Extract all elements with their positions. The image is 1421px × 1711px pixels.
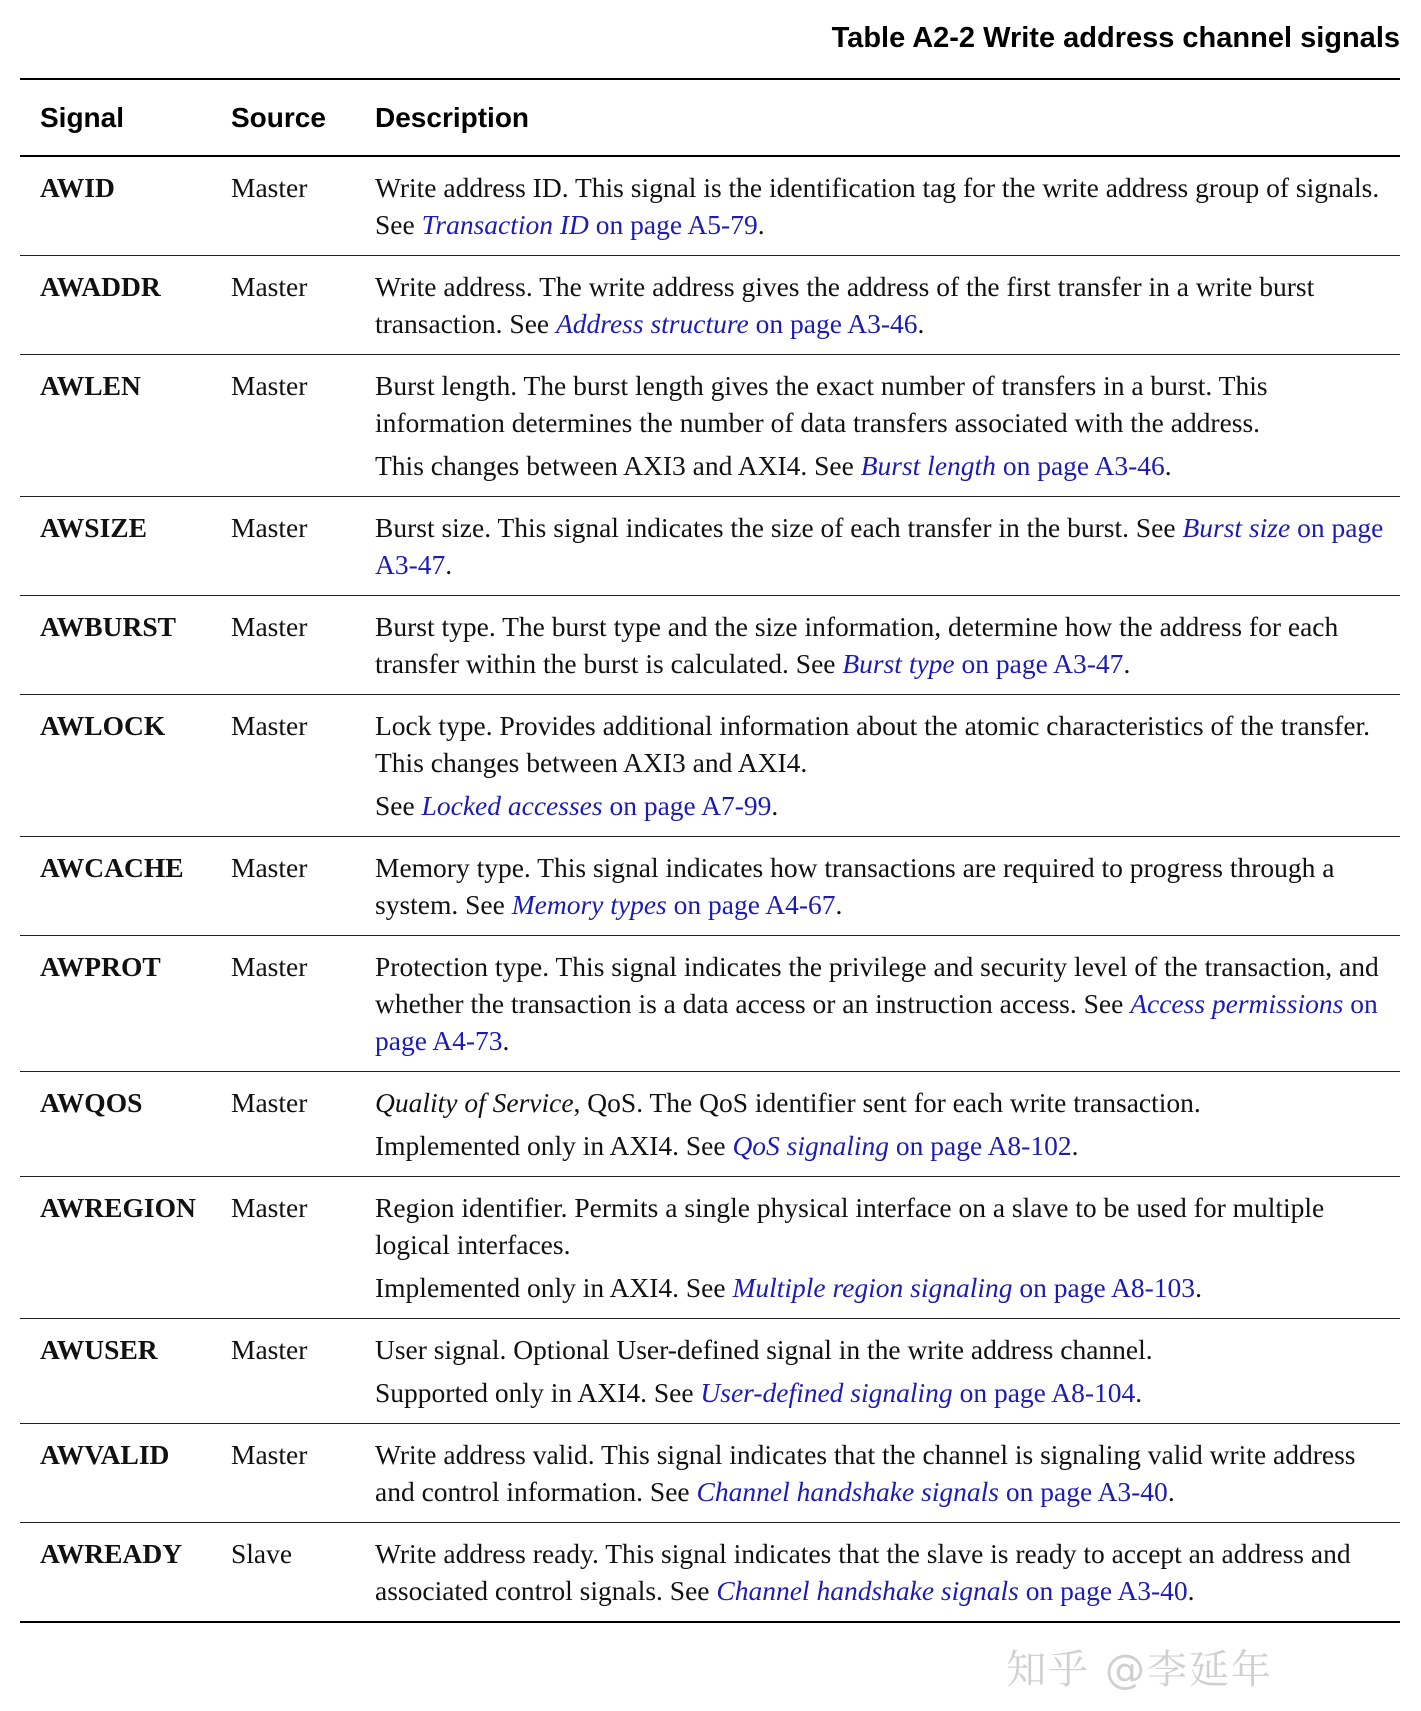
signal-name: AWVALID (20, 1424, 231, 1523)
header-signal: Signal (20, 79, 231, 156)
description-paragraph (375, 447, 1384, 484)
description-text: , QoS. The QoS identifier sent for each write transaction. (573, 1087, 1201, 1118)
cross-reference-link[interactable] (422, 790, 772, 821)
link-page-ref: on page A3-40 (1018, 1575, 1188, 1606)
description-paragraph (375, 169, 1384, 243)
signal-source: Master (231, 936, 375, 1072)
link-page-ref: on page A3-47 (954, 648, 1124, 679)
description-text: Burst type. The burst type and the size information, determine how the address for each transfer within the burst is calculated. See (375, 611, 1339, 679)
description-text: . (445, 549, 453, 580)
link-page-ref: on page A3-46 (748, 308, 918, 339)
description-text: Implemented only in AXI4. See (375, 1272, 733, 1303)
link-title: User-defined signaling (700, 1377, 953, 1408)
cross-reference-link[interactable] (732, 1130, 1071, 1161)
description-text: Write address ID. This signal is the identification tag for the write address group of signals. See (375, 172, 1380, 240)
description-text: . (917, 308, 925, 339)
description-paragraph (375, 1084, 1384, 1121)
link-title: Memory types (511, 889, 667, 920)
table-row (20, 1523, 1400, 1623)
description-paragraph (375, 707, 1384, 781)
cross-reference-link[interactable] (716, 1575, 1187, 1606)
description-paragraph (375, 1535, 1384, 1609)
description-text: Burst length. The burst length gives the exact number of transfers in a burst. This information determines the number of data transfers associated with the address. (375, 370, 1268, 438)
signal-source: Master (231, 156, 375, 256)
table-row (20, 256, 1400, 355)
description-paragraph (375, 1374, 1384, 1411)
description-paragraph (375, 1127, 1384, 1164)
table-row (20, 497, 1400, 596)
description-text: Lock type. Provides additional information about the atomic characteristics of the transfer. This changes between AXI3 and AXI4. (375, 710, 1371, 778)
signal-description (375, 936, 1400, 1072)
link-page-ref: on page A3-40 (999, 1476, 1168, 1507)
signal-description (375, 1523, 1400, 1623)
cross-reference-link[interactable] (732, 1272, 1195, 1303)
signal-name: AWLOCK (20, 695, 231, 837)
description-text: . (1187, 1575, 1195, 1606)
description-text: Write address ready. This signal indicates that the slave is ready to accept an address and associated control signals. See (375, 1538, 1351, 1606)
signal-description (375, 1424, 1400, 1523)
table-row (20, 156, 1400, 256)
link-page-ref: on page A3-47 (375, 512, 1384, 580)
description-paragraph (375, 367, 1384, 441)
cross-reference-link[interactable] (422, 209, 758, 240)
link-title: QoS signaling (732, 1130, 890, 1161)
signal-source: Master (231, 355, 375, 497)
description-text: Supported only in AXI4. See (375, 1377, 701, 1408)
description-paragraph (375, 1331, 1384, 1368)
link-title: Address structure (555, 308, 749, 339)
table-row (20, 1177, 1400, 1319)
description-text: . (835, 889, 843, 920)
signal-description (375, 837, 1400, 936)
table-row (20, 936, 1400, 1072)
description-text: . (1135, 1377, 1143, 1408)
table-row (20, 355, 1400, 497)
signal-source: Master (231, 596, 375, 695)
link-title: Transaction ID (421, 209, 589, 240)
description-text: Write address valid. This signal indicates that the channel is signaling valid write address and control information. See (375, 1439, 1356, 1507)
table-header-row (20, 79, 1400, 156)
document-page (20, 0, 1400, 1623)
cross-reference-link[interactable] (697, 1476, 1168, 1507)
description-paragraph (375, 948, 1384, 1059)
link-title: Burst type (842, 648, 955, 679)
signal-description (375, 596, 1400, 695)
table-caption: Table A2-2 Write address channel signals (831, 22, 1400, 54)
description-text: Write address. The write address gives the address of the first transfer in a write burst transaction. See (375, 271, 1315, 339)
description-paragraph (375, 1269, 1384, 1306)
signal-name: AWSIZE (20, 497, 231, 596)
signal-name: AWQOS (20, 1072, 231, 1177)
description-text: . (1164, 450, 1172, 481)
signal-name: AWCACHE (20, 837, 231, 936)
cross-reference-link[interactable] (842, 648, 1123, 679)
link-page-ref: on page A5-79 (588, 209, 758, 240)
link-page-ref: on page A8-102 (889, 1130, 1072, 1161)
signal-name: AWUSER (20, 1319, 231, 1424)
link-page-ref: on page A8-103 (1012, 1272, 1196, 1303)
description-text: See (375, 790, 422, 821)
signal-description (375, 355, 1400, 497)
cross-reference-link[interactable] (861, 450, 1165, 481)
signal-description (375, 1072, 1400, 1177)
description-text: Memory type. This signal indicates how transactions are required to progress through a system. See (375, 852, 1335, 920)
link-page-ref: on page A3-46 (995, 450, 1165, 481)
emphasis-text: Quality of Service (375, 1087, 574, 1118)
signal-name: AWREADY (40, 1538, 183, 1569)
signal-description (375, 1177, 1400, 1319)
link-page-ref: on page A8-104 (952, 1377, 1136, 1408)
cross-reference-link[interactable] (512, 889, 836, 920)
signal-name: AWID (20, 156, 231, 256)
description-paragraph (375, 268, 1384, 342)
description-text: This changes between AXI3 and AXI4. See (375, 450, 861, 481)
signal-source: Slave (231, 1538, 293, 1569)
description-text: Implemented only in AXI4. See (375, 1130, 733, 1161)
description-text: . (1167, 1476, 1175, 1507)
link-page-ref: on page A7-99 (602, 790, 772, 821)
description-text: . (1071, 1130, 1079, 1161)
description-paragraph (375, 1436, 1384, 1510)
signal-description (375, 256, 1400, 355)
description-text: Burst size. This signal indicates the size of each transfer in the burst. See (375, 512, 1183, 543)
table-row (20, 1072, 1400, 1177)
signal-description (375, 497, 1400, 596)
description-text: Protection type. This signal indicates the privilege and security level of the transaction, and whether the transaction is a data access or an instruction access. See (375, 951, 1379, 1019)
description-paragraph (375, 608, 1384, 682)
link-page-ref: on page A4-67 (666, 889, 836, 920)
description-text: . (502, 1025, 510, 1056)
signal-source: Master (231, 1177, 375, 1319)
signal-source: Master (231, 1424, 375, 1523)
signal-source: Master (231, 1072, 375, 1177)
description-paragraph (375, 1189, 1384, 1263)
description-text: . (757, 209, 765, 240)
link-title: Burst length (860, 450, 996, 481)
signal-source: Master (231, 497, 375, 596)
signal-name: AWPROT (20, 936, 231, 1072)
header-source: Source (231, 79, 375, 156)
signal-name: AWREGION (20, 1177, 231, 1319)
description-text: Region identifier. Permits a single physical interface on a slave to be used for multiple logical interfaces. (375, 1192, 1325, 1260)
signal-name: AWADDR (20, 256, 231, 355)
link-title: Burst size (1182, 512, 1291, 543)
signal-description (375, 156, 1400, 256)
link-title: Channel handshake signals (696, 1476, 1000, 1507)
description-text: . (771, 790, 779, 821)
signal-source: Master (231, 695, 375, 837)
link-title: Channel handshake signals (716, 1575, 1019, 1606)
link-title: Multiple region signaling (732, 1272, 1013, 1303)
link-page-ref: on page A4-73 (375, 988, 1378, 1056)
link-title: Locked accesses (421, 790, 603, 821)
description-paragraph (375, 849, 1384, 923)
cross-reference-link[interactable] (556, 308, 918, 339)
description-paragraph (375, 787, 1384, 824)
signal-description (375, 1319, 1400, 1424)
watermark-text: 知乎 @李延年 (1006, 1647, 1273, 1693)
signal-name: AWLEN (20, 355, 231, 497)
signal-description (375, 695, 1400, 837)
signal-source: Master (231, 837, 375, 936)
signals-table (20, 78, 1400, 1623)
cross-reference-link[interactable] (700, 1377, 1135, 1408)
table-row (20, 837, 1400, 936)
description-text: . (1123, 648, 1131, 679)
signal-source: Master (231, 1319, 375, 1424)
table-row (20, 1424, 1400, 1523)
link-title: Access permissions (1130, 988, 1344, 1019)
description-paragraph (375, 509, 1384, 583)
header-description: Description (375, 79, 1400, 156)
table-row (20, 695, 1400, 837)
signal-source: Master (231, 256, 375, 355)
description-text: . (1195, 1272, 1202, 1303)
signal-name: AWBURST (20, 596, 231, 695)
table-row (20, 596, 1400, 695)
description-text: User signal. Optional User-defined signal in the write address channel. (375, 1334, 1153, 1365)
table-row (20, 1319, 1400, 1424)
